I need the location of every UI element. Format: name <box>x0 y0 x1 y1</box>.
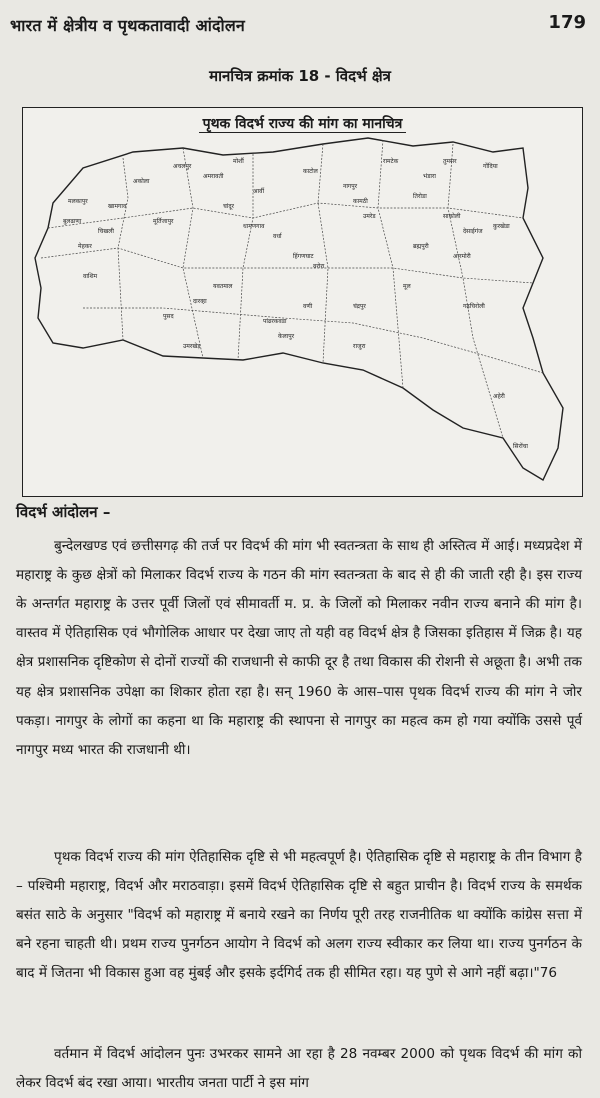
map-label: चंद्रपुर <box>353 303 366 310</box>
map-label: दारव्हा <box>193 298 207 305</box>
map-label: साकोली <box>443 213 461 220</box>
map-label: ब्रह्मपुरी <box>413 243 429 250</box>
map-label: चिखली <box>98 228 114 235</box>
map-label: पुसद <box>163 313 174 320</box>
map-label: तिरोडा <box>413 193 427 200</box>
map-label: चांदूर <box>223 203 235 210</box>
map-label: नागपुर <box>343 183 358 190</box>
map-label: गोंदिया <box>483 163 498 170</box>
paragraph-1: बुन्देलखण्ड एवं छत्तीसगढ़ की तर्ज पर विदर्भ की मांग भी स्वतन्त्रता के साथ ही अस्तित्व में आई। मध्यप्रदेश में महाराष्ट्र के कुछ क्षेत्रों को मिलाकर विदर्भ राज्य के गठन की मांग स्वतन्त्रता के बाद से ही की जाती रही है। इस राज्य के अन्तर्गत महाराष्ट्र के उत्तर पूर्वी जिलों एवं सीमावर्ती म. प्र. के जिलों को मिलाकर नवीन राज्य बनाने की मांग है। वास्तव में ऐतिहासिक एवं भौगोलिक आधार पर देखा जाए तो यही वह विदर्भ क्षेत्र है जिसका इतिहास में जिक्र है। यह क्षेत्र प्रशासनिक दृष्टिकोण से दोनों राज्यों की राजधानी से काफी दूर है तथा विकास की रोशनी से अछूता है। अभी तक यह क्षेत्र प्रशासनिक उपेक्षा का शिकार होता रहा है। सन् 1960 के आस–पास पृथक विदर्भ राज्य की मांग ने जोर पकड़ा। नागपुर के लोगों का कहना था कि महाराष्ट्र की स्थापना से नागपुर का महत्व कम हो गया क्योंकि उससे पूर्व नागपुर मध्य भारत की राजधानी थी। <box>16 537 582 759</box>
map-label: राजुरा <box>353 343 366 350</box>
map-label: केलापुर <box>278 333 295 340</box>
map-label: हिंगणघाट <box>293 253 314 260</box>
district-boundaries <box>41 140 543 438</box>
map-label: अचलपुर <box>173 163 192 170</box>
map-label: पांढरकवडा <box>263 318 287 325</box>
map-label: अहेरी <box>493 393 505 400</box>
map-label: अकोला <box>133 178 150 185</box>
page-number: 179 <box>548 12 586 33</box>
map-label: आरमोरी <box>453 253 471 260</box>
map-label: वणी <box>303 303 313 310</box>
map-label: मूल <box>403 283 411 290</box>
map-label: उमरखेड़ <box>183 343 201 350</box>
map-title-text: पृथक विदर्भ राज्य की मांग का मानचित्र <box>199 116 407 133</box>
map-label: खामगाव <box>108 203 127 210</box>
paragraph-2: पृथक विदर्भ राज्य की मांग ऐतिहासिक दृष्टि से भी महत्वपूर्ण है। ऐतिहासिक दृष्टि से महाराष्ट्र के तीन विभाग है – पश्चिमी महाराष्ट्र, विदर्भ और मराठवाड़ा। इसमें विदर्भ ऐतिहासिक दृष्टि से बहुत प्राचीन है। विदर्भ राज्य के समर्थक बसंत साठे के अनुसार "विदर्भ को महाराष्ट्र में बनाये रखने का निर्णय पूरी तरह राजनीतिक था क्योंकि कांग्रेस सत्ता में बने रहना चाहती थी। प्रथम राज्य पुनर्गठन आयोग ने विदर्भ को अलग राज्य स्वीकार कर लिया था। राज्य पुनर्गठन के बाद में जितना भी विकास हुआ वह मुंबई और इसके इर्दगिर्द तक ही सीमित रहा। यह पुणे से आगे नहीं बढ़ा।"76 <box>16 848 582 982</box>
map-label: रामटेक <box>383 158 399 165</box>
map-label: गढ़चिरोली <box>463 303 485 310</box>
map-label: देसाईगंज <box>463 228 483 235</box>
map-label: वरोरा <box>313 263 325 270</box>
map-label: वर्धा <box>273 233 282 240</box>
map-frame <box>22 107 583 497</box>
map-label: कुरखेडा <box>493 223 510 230</box>
map-label: बुलढाणा <box>63 218 82 225</box>
map-label: उमरेड <box>363 213 376 220</box>
map-label: तुमसर <box>443 158 457 165</box>
map-label: सिरोंचा <box>513 443 528 450</box>
map-label: अमरावती <box>203 173 224 180</box>
map-label: आर्वी <box>253 188 265 195</box>
map-caption: मानचित्र क्रमांक 18 - विदर्भ क्षेत्र <box>209 67 391 85</box>
map-label: मूर्तिजापुर <box>153 218 174 225</box>
page-header-title: भारत में क्षेत्रीय व पृथकतावादी आंदोलन <box>10 16 245 35</box>
vidarbha-map <box>23 108 582 496</box>
map-label: मलकापुर <box>68 198 88 205</box>
map-labels <box>63 157 528 450</box>
map-label: भंडारा <box>423 173 436 180</box>
paragraph-3: वर्तमान में विदर्भ आंदोलन पुनः उभरकर सामने आ रहा है 28 नवम्बर 2000 को पृथक विदर्भ की मांग को लेकर विदर्भ बंद रखा आया। भारतीय जनता पार्टी ने इस मांग <box>16 1045 582 1091</box>
map-label: वाशिम <box>83 273 98 280</box>
map-label: मोर्शी <box>233 158 244 165</box>
map-label: कामठी <box>353 198 368 205</box>
section-heading: विदर्भ आंदोलन – <box>16 503 111 521</box>
map-label: मेहकर <box>78 243 92 250</box>
map-label: काटोल <box>303 168 318 175</box>
map-label: यवतमाल <box>213 283 233 290</box>
map-label: धामणगाव <box>243 223 265 230</box>
